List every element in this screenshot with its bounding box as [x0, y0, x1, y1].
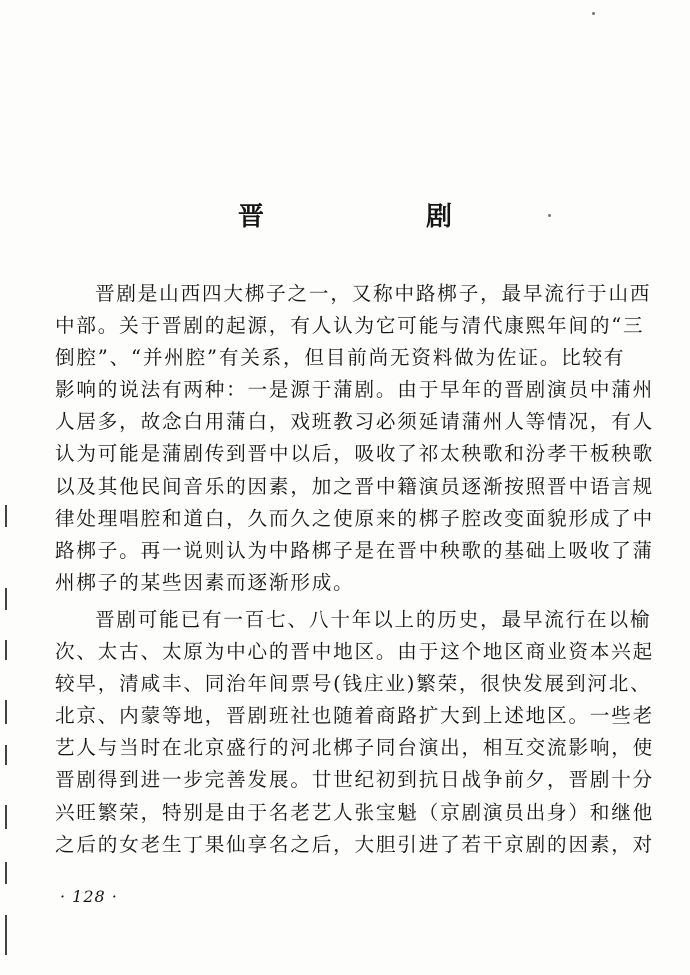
text-line: 晋剧得到进一步完善发展。廿世纪初到抗日战争前夕，晋剧十分 — [55, 768, 655, 792]
text-line: 之后的女老生丁果仙享名之后，大胆引进了若干京剧的因素，对 — [55, 832, 655, 856]
scan-speck — [592, 12, 595, 15]
text-line: 以及其他民间音乐的因素，加之晋中籍演员逐渐按照晋中语言规 — [55, 474, 655, 498]
text-line: 北京、内蒙等地，晋剧班社也随着商路扩大到上述地区。一些老 — [55, 704, 655, 728]
text-line: 路梆子。再一说则认为中路梆子是在晋中秧歌的基础上吸收了蒲 — [55, 538, 655, 562]
text-line: 认为可能是蒲剧传到晋中以后，吸收了祁太秧歌和汾孝干板秧歌 — [55, 442, 655, 466]
text-line: 晋剧可能已有一百七、八十年以上的历史，最早流行在以榆 — [95, 607, 652, 631]
scan-mark — [5, 505, 7, 527]
scan-mark — [5, 640, 7, 660]
scan-mark — [5, 862, 7, 884]
scan-mark — [5, 588, 7, 610]
body-text — [55, 278, 655, 861]
text-line: 律处理唱腔和道白，久而久之使原来的梆子腔改变面貌形成了中 — [55, 506, 655, 530]
text-line: 晋剧是山西四大梆子之一，又称中路梆子，最早流行于山西 — [95, 282, 652, 305]
scan-speck — [548, 214, 551, 217]
scan-mark — [5, 915, 7, 955]
scan-mark — [5, 805, 7, 829]
paragraph-2 — [55, 604, 655, 861]
text-line: 中部。关于晋剧的起源，有人认为它可能与清代康熙年间的“三 — [55, 314, 645, 338]
paragraph-1 — [55, 278, 655, 599]
text-line: 兴旺繁荣，特别是由于名老艺人张宝魁（京剧演员出身）和继他 — [55, 800, 655, 824]
text-line: 次、太古、太原为中心的晋中地区。由于这个地区商业资本兴起 — [55, 640, 655, 664]
scan-mark — [5, 700, 7, 724]
text-line: 州梆子的某些因素而逐渐形成。 — [55, 570, 355, 594]
text-line: 人居多，故念白用蒲白，戏班教习必须延请蒲州人等情况，有人 — [55, 410, 655, 434]
text-line: 艺人与当时在北京盛行的河北梆子同台演出，相互交流影响，使 — [55, 736, 655, 760]
text-line: 倒腔”、“并州腔”有关系，但目前尚无资料做为佐证。比较有 — [55, 346, 626, 370]
text-line: 影响的说法有两种：一是源于蒲剧。由于早年的晋剧演员中蒲州 — [55, 378, 655, 402]
page-number: · 128 · — [60, 887, 118, 906]
text-line: 较早，清咸丰、同治年间票号(钱庄业)繁荣，很快发展到河北、 — [55, 672, 652, 696]
scan-margin-marks — [0, 0, 30, 975]
scan-mark — [5, 745, 7, 765]
page-title: 晋 剧 — [237, 202, 520, 232]
